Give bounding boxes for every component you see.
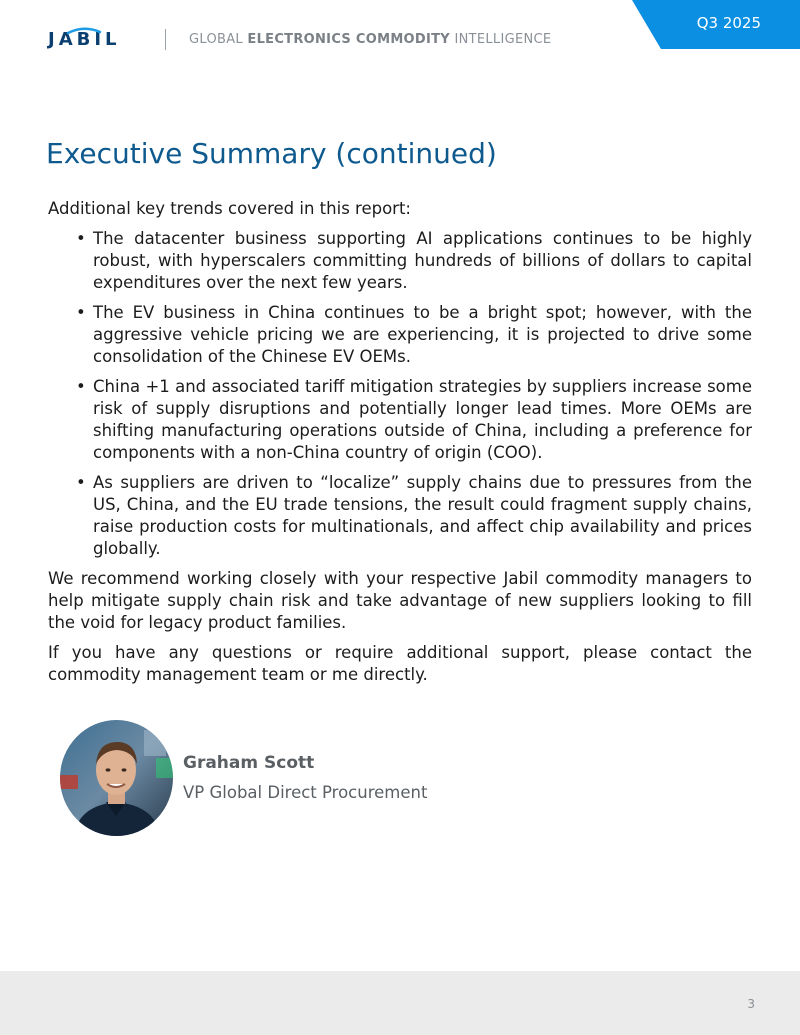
person-photo-icon: [60, 720, 173, 836]
quarter-badge: [632, 0, 800, 49]
page-number: 3: [747, 997, 755, 1011]
publication-title: [189, 32, 551, 47]
list-item-text: As suppliers are driven to “localize” supply chains due to pressures from the US, China, and the EU trade tensions, the result could fragment supply chains, raise production costs for multinationals, and affect chip availability and prices globally.: [93, 473, 752, 558]
bullet-icon: •: [76, 473, 86, 492]
summary-content: [48, 198, 752, 694]
page-footer: [0, 971, 800, 1035]
signatory-name: Graham Scott: [183, 753, 315, 773]
header-divider: [165, 29, 166, 50]
signatory-role: VP Global Direct Procurement: [183, 783, 428, 802]
list-item: [48, 228, 752, 294]
list-item: [48, 376, 752, 464]
page-header: [0, 0, 800, 80]
signature-block: [60, 720, 480, 836]
key-trends-list: [48, 228, 752, 560]
avatar: [60, 720, 173, 836]
jabil-logo: [48, 30, 144, 50]
publication-title-prefix: GLOBAL: [189, 32, 243, 47]
logo-wordmark: JABIL: [48, 29, 121, 50]
bullet-icon: •: [76, 229, 86, 248]
quarter-label: Q3 2025: [696, 14, 761, 32]
bullet-icon: •: [76, 303, 86, 322]
contact-paragraph: If you have any questions or require additional support, please contact the commodity management team or me directly.: [48, 643, 752, 684]
page-title: Executive Summary (continued): [46, 137, 497, 170]
intro-text: Additional key trends covered in this report:: [48, 199, 411, 218]
bullet-icon: •: [76, 377, 86, 396]
publication-title-suffix: INTELLIGENCE: [454, 32, 552, 47]
recommendation-paragraph: We recommend working closely with your respective Jabil commodity managers to help mitigate supply chain risk and take advantage of new suppliers looking to fill the void for legacy product families.: [48, 569, 752, 632]
list-item: [48, 472, 752, 560]
list-item: [48, 302, 752, 368]
list-item-text: The datacenter business supporting AI applications continues to be highly robust, with hyperscalers committing hundreds of billions of dollars to capital expenditures over the next few years.: [93, 229, 752, 292]
list-item-text: The EV business in China continues to be a bright spot; however, with the aggressive vehicle pricing we are experiencing, it is projected to drive some consolidation of the Chinese EV OEMs.: [93, 303, 752, 366]
logo-swoosh-icon: [66, 27, 102, 35]
list-item-text: China +1 and associated tariff mitigation strategies by suppliers increase some risk of supply disruptions and potentially longer lead times. More OEMs are shifting manufacturing operations outside of China, including a preference for components with a non-China country of origin (COO).: [93, 377, 752, 462]
publication-title-bold: ELECTRONICS COMMODITY: [247, 32, 451, 47]
